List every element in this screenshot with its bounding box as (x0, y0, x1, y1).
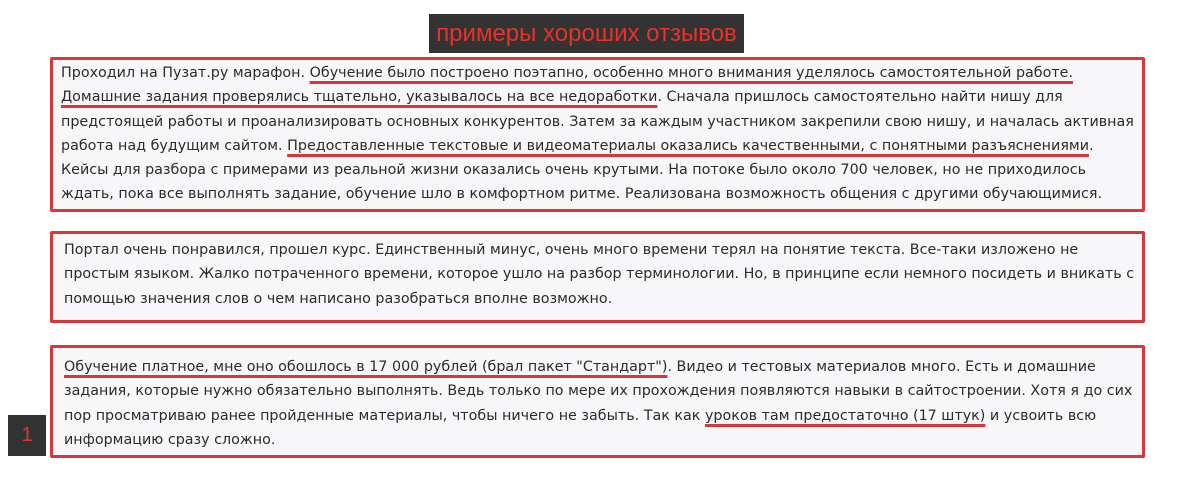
highlighted-phrase: Предоставленные текстовые и видеоматериалы оказались качественными, с понятными разъяснениями (287, 137, 1090, 154)
review-segment: . Кейсы для разбора с примерами из реальной жизни оказались очень крутыми. На потоке было около 700 человек, но не приходилось ждать, пока все выполнять задание, обучение шло в комфортном ритме. Реализована возможность общения с другими обучающимися. (61, 137, 1103, 203)
review-segment: и усвоить всю информацию сразу сложно. (64, 407, 1097, 448)
highlighted-phrase: Обучение платное, мне оно обошлось в 17 000 рублей (брал пакет "Стандарт") (64, 359, 668, 375)
review-segment: . Видео и тестовых материалов много. Есть и домашние задания, которые нужно обязательно выполнять. Ведь только по мере их прохождения появляются навыки в сайтостроении. Хотя я до сих пор просматриваю ранее пройденные материалы, чтобы ничего не забыть. Так как (64, 359, 1133, 424)
review-segment: . Сначала пришлось самостоятельно найти нишу для предстоящей работы и проанализировать основных конкурентов. Затем за каждым участником закрепили свою нишу, и началась активная работа над будущим сайтом. (61, 89, 1134, 154)
highlighted-phrase: Обучение было построено поэтапно, особенно много внимания уделялось самостоятельной работе. Домашние задания проверялись тщательно, указывалось на все недоработки (61, 65, 1074, 106)
highlighted-phrase: уроков там предостаточно (17 штук) (704, 407, 986, 424)
review-card-1 (50, 57, 1145, 212)
review-text (64, 355, 1144, 452)
page-number-badge: 1 (8, 415, 46, 456)
review-segment: Проходил на Пузат.ру марафон. (61, 65, 310, 81)
review-text (64, 238, 1144, 311)
page-title: примеры хороших отзывов (429, 14, 744, 53)
review-card-3 (50, 345, 1145, 458)
review-segment: Портал очень понравился, прошел курс. Единственный минус, очень много времени терял на понятие текста. Все-таки изложено не простым языком. Жалко потраченного времени, которое ушло на разбор терминологии. Но, в принципе если немного посидеть и вникать с помощью значения слов о чем написано разобраться вполне возможно. (64, 242, 1135, 307)
review-card-2 (50, 231, 1145, 323)
review-text (61, 61, 1141, 207)
